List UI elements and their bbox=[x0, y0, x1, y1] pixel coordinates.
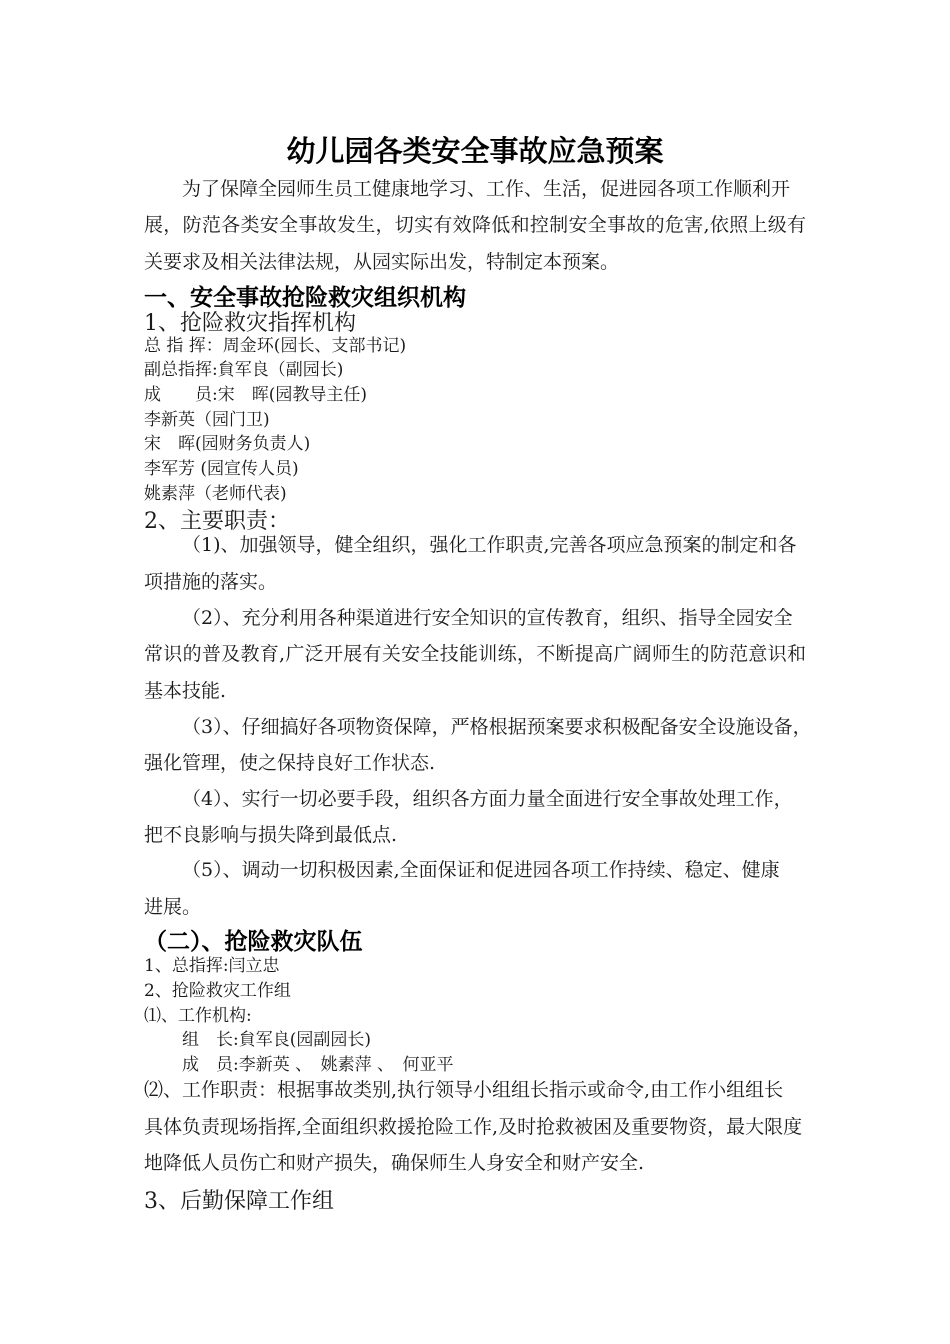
duty-line: （1)、加强领导，健全组织，强化工作职责,完善各项应急预案的制定和各 bbox=[182, 534, 797, 556]
duty-line: 常识的普及教育,广泛开展有关安全技能训练，不断提高广阔师生的防范意识和 bbox=[144, 643, 806, 665]
duty-line: （2）、充分利用各种渠道进行安全知识的宣传教育，组织、指导全园安全 bbox=[182, 607, 793, 629]
section2-duty-line: ⑵、工作职责：根据事故类别,执行领导小组组长指示或命令,由工作小组组长 bbox=[144, 1079, 784, 1101]
intro-line-1: 为了保障全园师生员工健康地学习、工作、生活，促进园各项工作顺利开 bbox=[182, 178, 791, 200]
member-line: 姚素萍（老师代表) bbox=[144, 484, 287, 504]
section1-heading: 一、安全事故抢险救灾组织机构 bbox=[144, 285, 466, 311]
duty-line: 强化管理，使之保持良好工作状态. bbox=[144, 752, 436, 774]
section2-duty-line: 地降低人员伤亡和财产损失，确保师生人身安全和财产安全. bbox=[144, 1152, 645, 1174]
section2-item3: 3、后勤保障工作组 bbox=[144, 1189, 334, 1214]
section1-sub1: 1、抢险救灾指挥机构 bbox=[144, 311, 356, 336]
section2-members: 成 员:李新英 、 姚素萍 、 何亚平 bbox=[182, 1055, 454, 1075]
section2-item: 1、总指挥:闫立忠 bbox=[144, 956, 280, 976]
duty-line: 基本技能. bbox=[144, 680, 227, 702]
member-line: 总 指 挥：周金环(园长、支部书记) bbox=[144, 336, 407, 356]
member-line: 李新英（园门卫) bbox=[144, 410, 270, 430]
duty-line: （3）、仔细搞好各项物资保障，严格根据预案要求积极配备安全设施设备， bbox=[182, 716, 812, 738]
duty-line: 进展。 bbox=[144, 896, 202, 918]
duty-line: （4）、实行一切必要手段，组织各方面力量全面进行安全事故处理工作， bbox=[182, 788, 793, 810]
document-title: 幼儿园各类安全事故应急预案 bbox=[286, 134, 664, 168]
section2-item: 2、抢险救灾工作组 bbox=[144, 981, 291, 1001]
member-line: 李军芳 (园宣传人员) bbox=[144, 459, 299, 479]
member-line: 副总指挥:貟军良（副园长) bbox=[144, 360, 344, 380]
member-line: 宋 晖(园财务负责人) bbox=[144, 434, 311, 454]
section2-org-label: ⑴、工作机构: bbox=[144, 1006, 252, 1026]
duty-line: 项措施的落实。 bbox=[144, 571, 278, 593]
section2-leader: 组 长:貟军良(园副园长) bbox=[182, 1030, 371, 1050]
duty-line: （5）、调动一切积极因素,全面保证和促进园各项工作持续、稳定、健康 bbox=[182, 859, 780, 881]
intro-line-3: 关要求及相关法律法规，从园实际出发，特制定本预案。 bbox=[144, 251, 620, 273]
intro-line-2: 展，防范各类安全事故发生，切实有效降低和控制安全事故的危害,依照上级有 bbox=[144, 214, 806, 236]
duty-line: 把不良影响与损失降到最低点. bbox=[144, 824, 398, 846]
section2-heading: （二）、抢险救灾队伍 bbox=[144, 929, 363, 955]
section1-sub2: 2、主要职责： bbox=[144, 509, 290, 534]
section2-duty-line: 具体负责现场指挥,全面组织救援抢险工作,及时抢救被困及重要物资，最大限度 bbox=[144, 1116, 803, 1138]
member-line: 成 员:宋 晖(园教导主任) bbox=[144, 385, 367, 405]
